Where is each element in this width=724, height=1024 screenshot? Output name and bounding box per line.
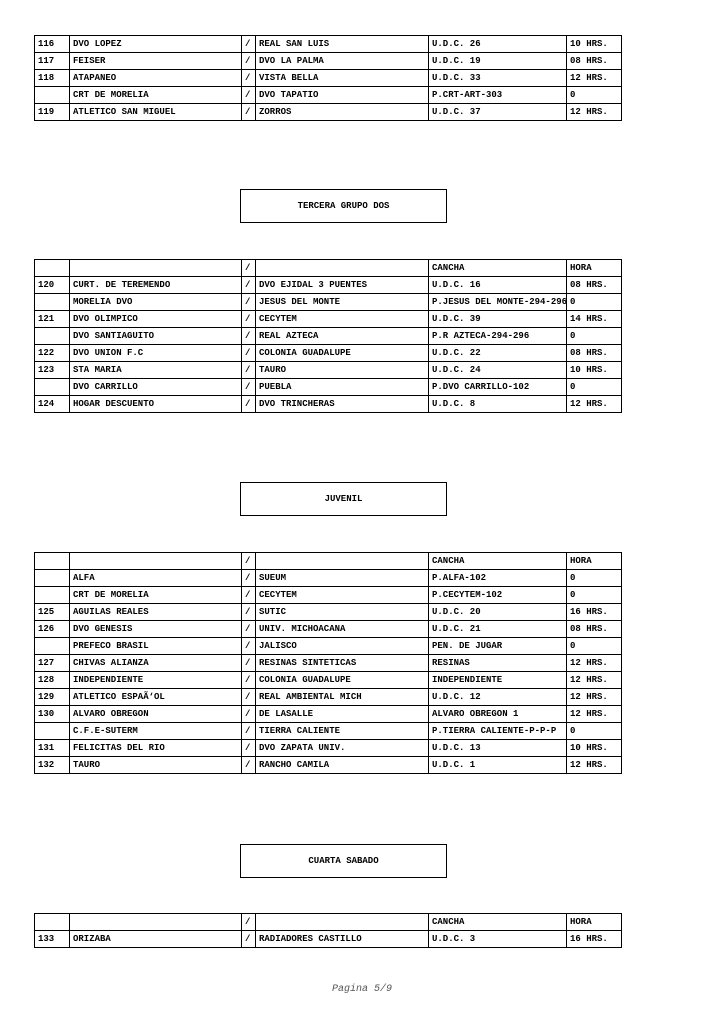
- field-cell: P.JESUS DEL MONTE-294-296: [429, 294, 567, 311]
- time-cell: 08 HRS.: [567, 621, 622, 638]
- table-row: [35, 655, 622, 672]
- away-team-cell: COLONIA GUADALUPE: [256, 345, 429, 362]
- versus-separator-cell: /: [242, 328, 256, 345]
- time-cell: 12 HRS.: [567, 70, 622, 87]
- field-cell: PEN. DE JUGAR: [429, 638, 567, 655]
- versus-separator-cell: /: [242, 672, 256, 689]
- versus-separator-cell: /: [242, 260, 256, 277]
- home-team-cell: [70, 914, 242, 931]
- home-team-cell: INDEPENDIENTE: [70, 672, 242, 689]
- away-team-cell: ZORROS: [256, 104, 429, 121]
- table-row: [35, 87, 622, 104]
- match-number-cell: [35, 379, 70, 396]
- field-cell: U.D.C. 12: [429, 689, 567, 706]
- match-number-cell: 117: [35, 53, 70, 70]
- time-cell: 08 HRS.: [567, 53, 622, 70]
- home-team-cell: ALFA: [70, 570, 242, 587]
- away-team-cell: DVO ZAPATA UNIV.: [256, 740, 429, 757]
- match-number-cell: [35, 87, 70, 104]
- table-row: [35, 396, 622, 413]
- table-row: [35, 104, 622, 121]
- home-team-cell: FELICITAS DEL RIO: [70, 740, 242, 757]
- match-number-cell: 128: [35, 672, 70, 689]
- away-team-cell: DVO TAPATIO: [256, 87, 429, 104]
- away-team-cell: DVO LA PALMA: [256, 53, 429, 70]
- section-heading-juvenil: [240, 482, 447, 516]
- field-cell: P.CECYTEM-102: [429, 587, 567, 604]
- match-number-cell: 119: [35, 104, 70, 121]
- table-row: [35, 621, 622, 638]
- time-cell: 12 HRS.: [567, 689, 622, 706]
- time-cell: 08 HRS.: [567, 277, 622, 294]
- field-cell: U.D.C. 26: [429, 36, 567, 53]
- match-number-cell: 118: [35, 70, 70, 87]
- versus-separator-cell: /: [242, 104, 256, 121]
- table-row: [35, 672, 622, 689]
- match-number-cell: [35, 723, 70, 740]
- away-team-cell: REAL SAN LUIS: [256, 36, 429, 53]
- time-cell: 0: [567, 379, 622, 396]
- away-team-cell: RANCHO CAMILA: [256, 757, 429, 774]
- time-cell: 0: [567, 638, 622, 655]
- home-team-cell: DVO LOPEZ: [70, 36, 242, 53]
- field-cell: U.D.C. 39: [429, 311, 567, 328]
- match-number-cell: [35, 914, 70, 931]
- away-team-cell: [256, 260, 429, 277]
- away-team-cell: PUEBLA: [256, 379, 429, 396]
- field-cell: CANCHA: [429, 260, 567, 277]
- match-number-cell: 132: [35, 757, 70, 774]
- table-row: [35, 587, 622, 604]
- table-row: [35, 70, 622, 87]
- away-team-cell: JALISCO: [256, 638, 429, 655]
- home-team-cell: AGUILAS REALES: [70, 604, 242, 621]
- time-cell: HORA: [567, 260, 622, 277]
- time-cell: 16 HRS.: [567, 604, 622, 621]
- table-header-row: [35, 260, 622, 277]
- table-row: [35, 638, 622, 655]
- versus-separator-cell: /: [242, 36, 256, 53]
- home-team-cell: CRT DE MORELIA: [70, 587, 242, 604]
- time-cell: 12 HRS.: [567, 655, 622, 672]
- time-cell: 10 HRS.: [567, 740, 622, 757]
- match-number-cell: 122: [35, 345, 70, 362]
- away-team-cell: [256, 914, 429, 931]
- home-team-cell: DVO SANTIAGUITO: [70, 328, 242, 345]
- home-team-cell: DVO UNION F.C: [70, 345, 242, 362]
- time-cell: 12 HRS.: [567, 104, 622, 121]
- time-cell: HORA: [567, 914, 622, 931]
- home-team-cell: ORIZABA: [70, 931, 242, 948]
- match-number-cell: [35, 260, 70, 277]
- versus-separator-cell: /: [242, 345, 256, 362]
- away-team-cell: RADIADORES CASTILLO: [256, 931, 429, 948]
- away-team-cell: VISTA BELLA: [256, 70, 429, 87]
- home-team-cell: STA MARIA: [70, 362, 242, 379]
- table-row: [35, 362, 622, 379]
- versus-separator-cell: /: [242, 396, 256, 413]
- time-cell: 10 HRS.: [567, 36, 622, 53]
- match-table-group-1: [34, 35, 622, 121]
- field-cell: U.D.C. 21: [429, 621, 567, 638]
- section-heading-tercera-grupo-dos: [240, 189, 447, 223]
- versus-separator-cell: /: [242, 931, 256, 948]
- home-team-cell: MORELIA DVO: [70, 294, 242, 311]
- field-cell: U.D.C. 20: [429, 604, 567, 621]
- match-number-cell: 131: [35, 740, 70, 757]
- time-cell: 12 HRS.: [567, 672, 622, 689]
- time-cell: 0: [567, 87, 622, 104]
- home-team-cell: CHIVAS ALIANZA: [70, 655, 242, 672]
- field-cell: CANCHA: [429, 553, 567, 570]
- time-cell: 10 HRS.: [567, 362, 622, 379]
- field-cell: U.D.C. 16: [429, 277, 567, 294]
- versus-separator-cell: /: [242, 70, 256, 87]
- table-row: [35, 36, 622, 53]
- match-number-cell: [35, 587, 70, 604]
- versus-separator-cell: /: [242, 723, 256, 740]
- field-cell: P.TIERRA CALIENTE-P-P-P: [429, 723, 567, 740]
- away-team-cell: CECYTEM: [256, 311, 429, 328]
- away-team-cell: DE LASALLE: [256, 706, 429, 723]
- away-team-cell: REAL AMBIENTAL MICH: [256, 689, 429, 706]
- match-number-cell: 123: [35, 362, 70, 379]
- versus-separator-cell: /: [242, 294, 256, 311]
- time-cell: 0: [567, 328, 622, 345]
- table-row: [35, 723, 622, 740]
- match-table-juvenil: [34, 552, 622, 774]
- match-number-cell: 130: [35, 706, 70, 723]
- away-team-cell: SUEUM: [256, 570, 429, 587]
- table-row: [35, 570, 622, 587]
- match-number-cell: [35, 570, 70, 587]
- match-number-cell: 127: [35, 655, 70, 672]
- field-cell: RESINAS: [429, 655, 567, 672]
- away-team-cell: REAL AZTECA: [256, 328, 429, 345]
- away-team-cell: SUTIC: [256, 604, 429, 621]
- away-team-cell: COLONIA GUADALUPE: [256, 672, 429, 689]
- time-cell: 0: [567, 570, 622, 587]
- versus-separator-cell: /: [242, 277, 256, 294]
- home-team-cell: TAURO: [70, 757, 242, 774]
- field-cell: U.D.C. 1: [429, 757, 567, 774]
- versus-separator-cell: /: [242, 53, 256, 70]
- section-heading-cuarta-sabado: [240, 844, 447, 878]
- home-team-cell: [70, 553, 242, 570]
- away-team-cell: DVO EJIDAL 3 PUENTES: [256, 277, 429, 294]
- table-row: [35, 379, 622, 396]
- time-cell: 14 HRS.: [567, 311, 622, 328]
- away-team-cell: CECYTEM: [256, 587, 429, 604]
- table-row: [35, 706, 622, 723]
- time-cell: 0: [567, 723, 622, 740]
- match-number-cell: 126: [35, 621, 70, 638]
- versus-separator-cell: /: [242, 570, 256, 587]
- home-team-cell: DVO OLIMPICO: [70, 311, 242, 328]
- home-team-cell: FEISER: [70, 53, 242, 70]
- away-team-cell: [256, 553, 429, 570]
- versus-separator-cell: /: [242, 362, 256, 379]
- field-cell: P.ALFA-102: [429, 570, 567, 587]
- match-number-cell: [35, 328, 70, 345]
- match-table-tercera-grupo-dos: [34, 259, 622, 413]
- versus-separator-cell: /: [242, 311, 256, 328]
- table-row: [35, 328, 622, 345]
- field-cell: U.D.C. 22: [429, 345, 567, 362]
- table-row: [35, 277, 622, 294]
- field-cell: U.D.C. 8: [429, 396, 567, 413]
- away-team-cell: UNIV. MICHOACANA: [256, 621, 429, 638]
- match-number-cell: 125: [35, 604, 70, 621]
- field-cell: U.D.C. 37: [429, 104, 567, 121]
- versus-separator-cell: /: [242, 706, 256, 723]
- field-cell: U.D.C. 33: [429, 70, 567, 87]
- time-cell: 12 HRS.: [567, 396, 622, 413]
- home-team-cell: CURT. DE TEREMENDO: [70, 277, 242, 294]
- table-row: [35, 604, 622, 621]
- table-row: [35, 294, 622, 311]
- table-row: [35, 689, 622, 706]
- match-table-cuarta-sabado: [34, 913, 622, 948]
- time-cell: 08 HRS.: [567, 345, 622, 362]
- away-team-cell: TIERRA CALIENTE: [256, 723, 429, 740]
- versus-separator-cell: /: [242, 604, 256, 621]
- page-number-footer: Pagina 5/9: [331, 984, 392, 995]
- table-row: [35, 345, 622, 362]
- home-team-cell: ALVARO OBREGON: [70, 706, 242, 723]
- field-cell: ALVARO OBREGON 1: [429, 706, 567, 723]
- field-cell: U.D.C. 19: [429, 53, 567, 70]
- time-cell: 0: [567, 294, 622, 311]
- match-number-cell: 121: [35, 311, 70, 328]
- table-row: [35, 311, 622, 328]
- away-team-cell: JESUS DEL MONTE: [256, 294, 429, 311]
- versus-separator-cell: /: [242, 379, 256, 396]
- time-cell: 16 HRS.: [567, 931, 622, 948]
- home-team-cell: C.F.E-SUTERM: [70, 723, 242, 740]
- versus-separator-cell: /: [242, 587, 256, 604]
- table-row: [35, 757, 622, 774]
- versus-separator-cell: /: [242, 757, 256, 774]
- home-team-cell: ATAPANEO: [70, 70, 242, 87]
- table-header-row: [35, 553, 622, 570]
- versus-separator-cell: /: [242, 621, 256, 638]
- away-team-cell: TAURO: [256, 362, 429, 379]
- home-team-cell: ATLETICO SAN MIGUEL: [70, 104, 242, 121]
- field-cell: U.D.C. 24: [429, 362, 567, 379]
- match-number-cell: 129: [35, 689, 70, 706]
- table-row: [35, 53, 622, 70]
- versus-separator-cell: /: [242, 740, 256, 757]
- field-cell: INDEPENDIENTE: [429, 672, 567, 689]
- home-team-cell: HOGAR DESCUENTO: [70, 396, 242, 413]
- versus-separator-cell: /: [242, 87, 256, 104]
- time-cell: HORA: [567, 553, 622, 570]
- match-number-cell: 116: [35, 36, 70, 53]
- versus-separator-cell: /: [242, 914, 256, 931]
- home-team-cell: ATLETICO ESPAÃ‘OL: [70, 689, 242, 706]
- match-number-cell: [35, 638, 70, 655]
- match-number-cell: [35, 553, 70, 570]
- away-team-cell: DVO TRINCHERAS: [256, 396, 429, 413]
- field-cell: P.CRT-ART-303: [429, 87, 567, 104]
- table-row: [35, 740, 622, 757]
- away-team-cell: RESINAS SINTETICAS: [256, 655, 429, 672]
- field-cell: U.D.C. 13: [429, 740, 567, 757]
- match-number-cell: 120: [35, 277, 70, 294]
- match-number-cell: 124: [35, 396, 70, 413]
- time-cell: 0: [567, 587, 622, 604]
- home-team-cell: PREFECO BRASIL: [70, 638, 242, 655]
- home-team-cell: DVO CARRILLO: [70, 379, 242, 396]
- versus-separator-cell: /: [242, 638, 256, 655]
- match-number-cell: [35, 294, 70, 311]
- time-cell: 12 HRS.: [567, 757, 622, 774]
- field-cell: P.DVO CARRILLO-102: [429, 379, 567, 396]
- section-heading-label: TERCERA GRUPO DOS: [297, 201, 390, 211]
- home-team-cell: DVO GENESIS: [70, 621, 242, 638]
- versus-separator-cell: /: [242, 689, 256, 706]
- table-header-row: [35, 914, 622, 931]
- field-cell: U.D.C. 3: [429, 931, 567, 948]
- table-row: [35, 931, 622, 948]
- match-number-cell: 133: [35, 931, 70, 948]
- home-team-cell: CRT DE MORELIA: [70, 87, 242, 104]
- time-cell: 12 HRS.: [567, 706, 622, 723]
- field-cell: P.R AZTECA-294-296: [429, 328, 567, 345]
- versus-separator-cell: /: [242, 655, 256, 672]
- home-team-cell: [70, 260, 242, 277]
- section-heading-label: JUVENIL: [324, 494, 363, 504]
- field-cell: CANCHA: [429, 914, 567, 931]
- versus-separator-cell: /: [242, 553, 256, 570]
- section-heading-label: CUARTA SABADO: [308, 856, 379, 866]
